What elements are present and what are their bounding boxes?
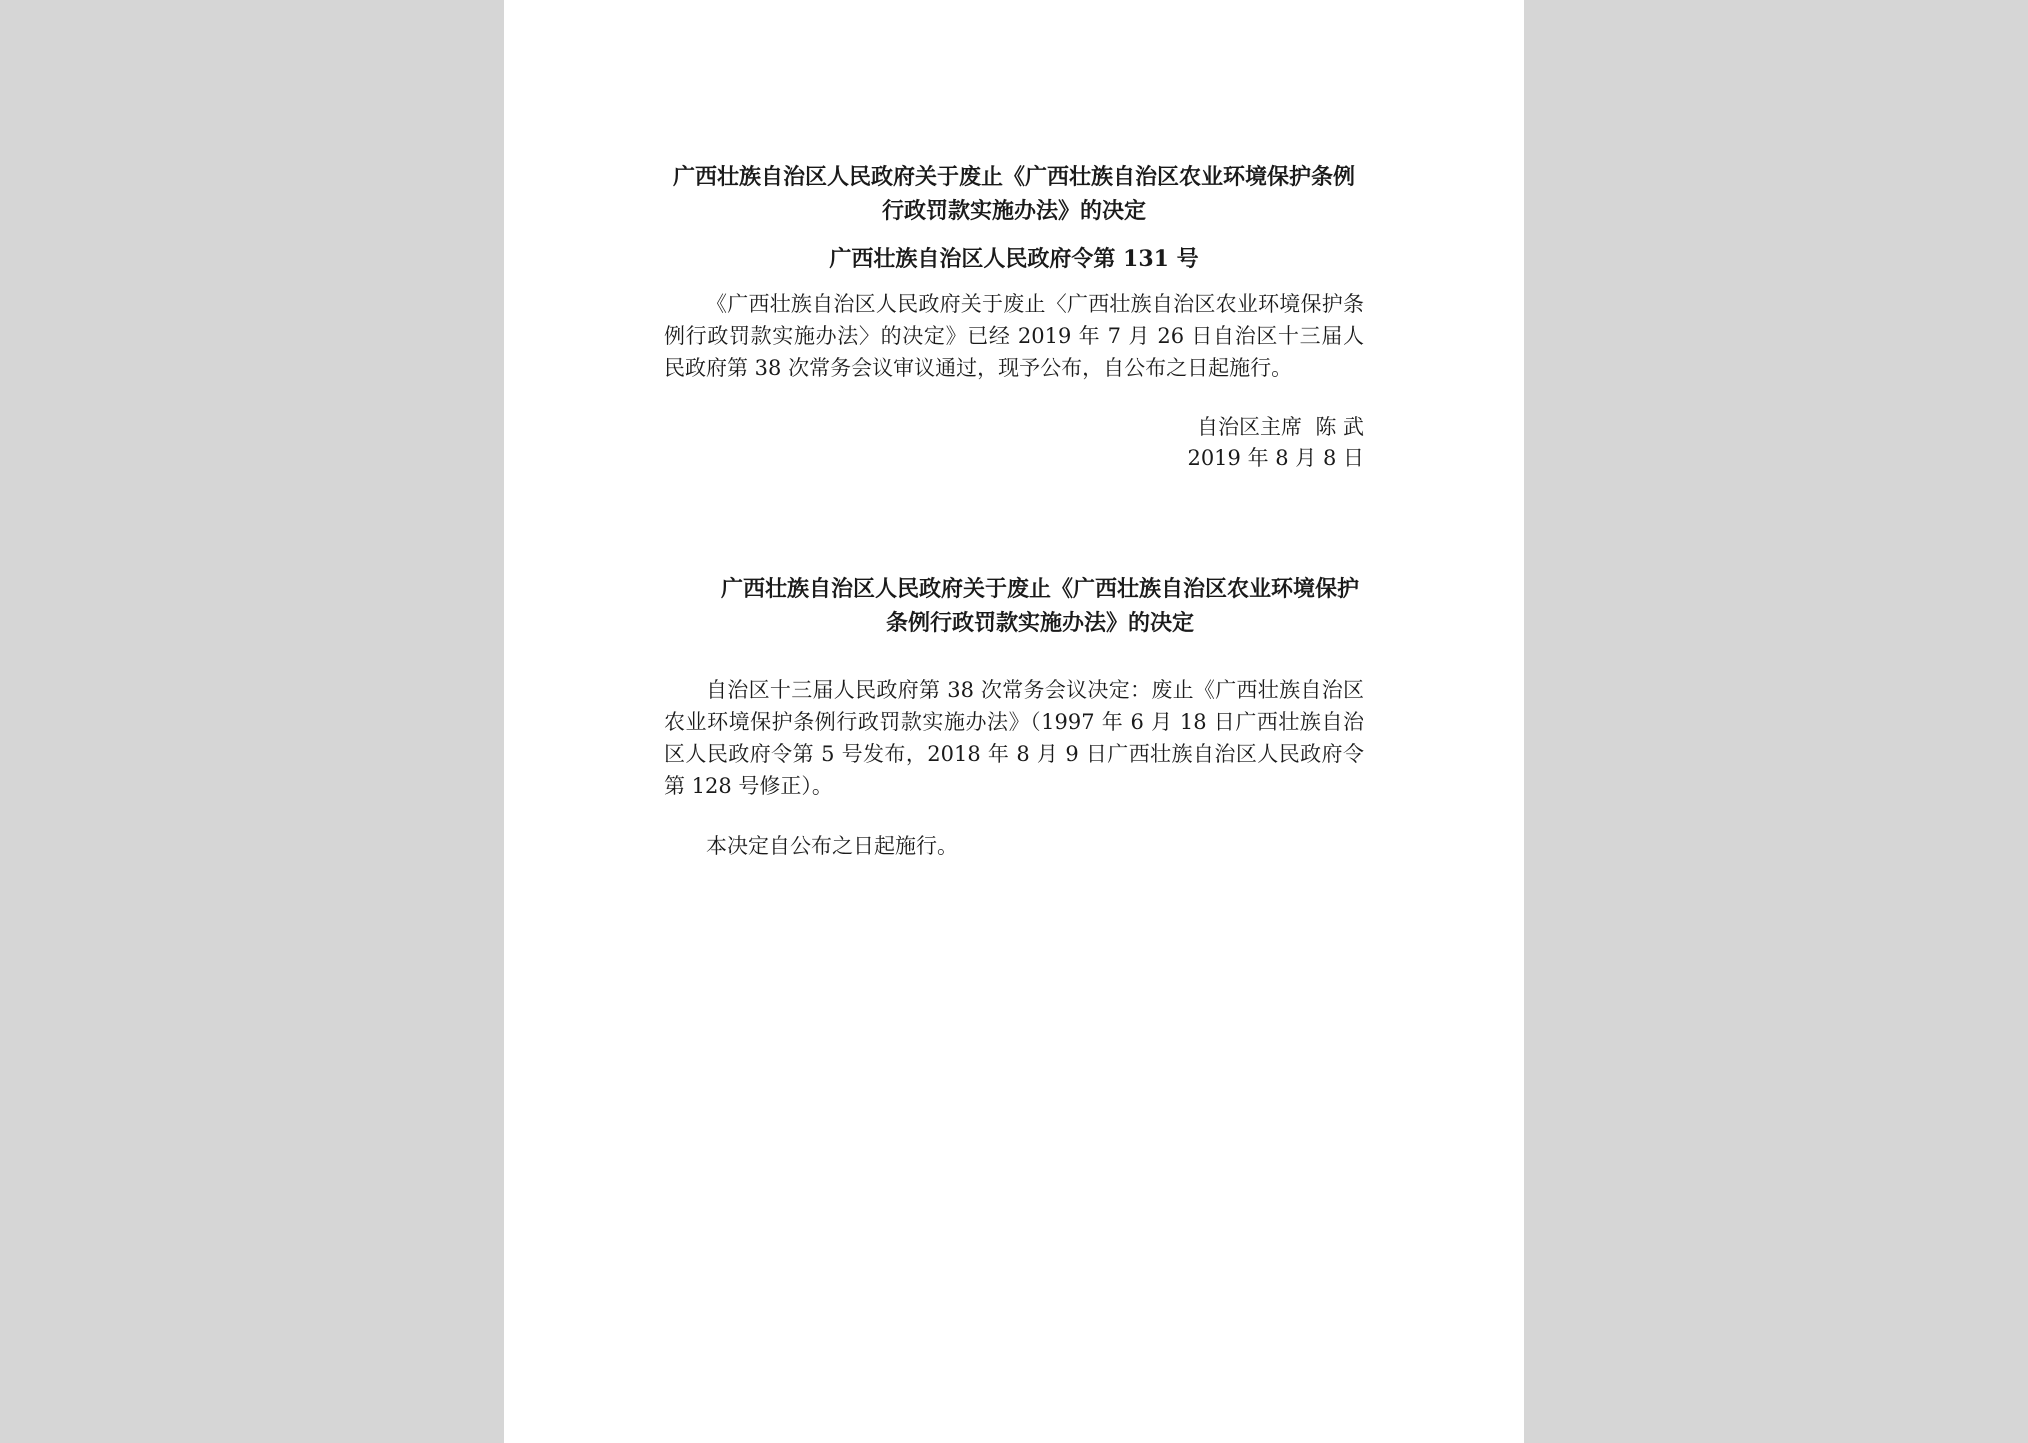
document-title: 广西壮族自治区人民政府关于废止《广西壮族自治区农业环境保护条例行政罚款实施办法》的决定: [672, 164, 1355, 224]
signature-block: [664, 412, 1364, 474]
document-content: [664, 160, 1364, 862]
document-page: [504, 0, 1524, 1443]
sign-date: 2019 年 8 月 8 日: [1187, 446, 1364, 470]
order-number: 广西壮族自治区人民政府令第 131 号: [829, 246, 1199, 272]
signatory: 自治区主席 陈 武: [1196, 415, 1364, 439]
effective-paragraph: 本决定自公布之日起施行。: [706, 834, 958, 858]
decision-title: 广西壮族自治区人民政府关于废止《广西壮族自治区农业环境保护条例行政罚款实施办法》的决定: [720, 576, 1359, 636]
decision-paragraph: 自治区十三届人民政府第 38 次常务会议决定：废止《广西壮族自治区农业环境保护条例行政罚款实施办法》（1997 年 6 月 18 日广西壮族自治区人民政府令第 5 号发布，2018 年 8 月 9 日广西壮族自治区人民政府令第 128 号修正）。: [664, 678, 1364, 798]
promulgation-paragraph: 《广西壮族自治区人民政府关于废止〈广西壮族自治区农业环境保护条例行政罚款实施办法〉的决定》已经 2019 年 7 月 26 日自治区十三届人民政府第 38 次常务会议审议通过，现予公布，自公布之日起施行。: [664, 292, 1364, 380]
